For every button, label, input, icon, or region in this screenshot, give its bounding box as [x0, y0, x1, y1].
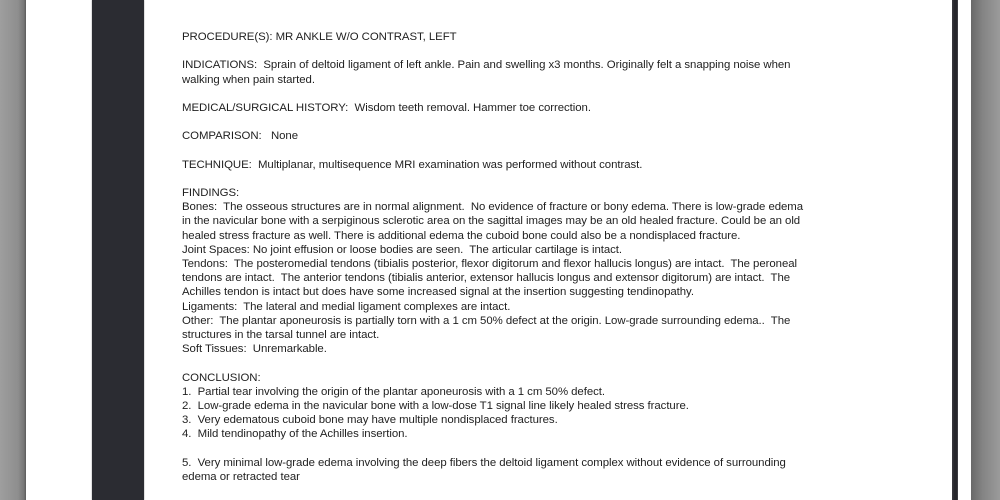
report-paragraph — [182, 158, 952, 172]
report-line: Bones: The osseous structures are in normal alignment. No evidence of fracture or bony edema. There is low-grade edema — [182, 201, 804, 214]
report-paragraph — [182, 30, 952, 44]
report-line: structures in the tarsal tunnel are intact. — [182, 328, 380, 341]
report-line: INDICATIONS: Sprain of deltoid ligament of left ankle. Pain and swelling x3 months. Originally felt a snapping noise when — [182, 59, 791, 72]
report-line: edema or retracted tear — [182, 470, 300, 483]
report-line: TECHNIQUE: Multiplanar, multisequence MRI examination was performed without contrast. — [182, 158, 643, 171]
report-paragraph — [182, 58, 952, 86]
report-paragraph — [182, 186, 952, 356]
report-line: Achilles tendon is intact but does have some increased signal at the insertion suggesting tendinopathy. — [182, 286, 694, 299]
report-paragraph — [182, 456, 952, 484]
report-line: 2. Low-grade edema in the navicular bone with a low-dose T1 signal line likely healed stress fracture. — [182, 399, 689, 412]
report-line: 4. Mild tendinopathy of the Achilles insertion. — [182, 428, 408, 441]
report-line: 3. Very edematous cuboid bone may have multiple nondisplaced fractures. — [182, 414, 558, 427]
viewer-gutter-left — [0, 0, 26, 500]
scan-shadow-strip — [92, 0, 144, 500]
report-line: CONCLUSION: — [182, 371, 261, 384]
report-paragraph — [182, 129, 952, 143]
report-line: FINDINGS: — [182, 187, 240, 200]
scan-edge-line — [952, 0, 958, 500]
report-text — [182, 30, 952, 484]
report-paragraph — [182, 101, 952, 115]
report-line: MEDICAL/SURGICAL HISTORY: Wisdom teeth removal. Hammer toe correction. — [182, 101, 591, 114]
report-paragraph — [182, 371, 952, 442]
report-line: Ligaments: The lateral and medial ligament complexes are intact. — [182, 300, 511, 313]
report-line: Soft Tissues: Unremarkable. — [182, 343, 327, 356]
report-line: walking when pain started. — [182, 73, 315, 86]
report-line: Other: The plantar aponeurosis is partially torn with a 1 cm 50% defect at the origin. Low-grade surrounding edema.. The — [182, 314, 791, 327]
report-line: in the navicular bone with a serpiginous sclerotic area on the sagittal images may be an old healed fracture. Could be an old — [182, 215, 801, 228]
viewer-gutter-right — [971, 0, 1000, 500]
report-line: 5. Very minimal low-grade edema involving the deep fibers the deltoid ligament complex without evidence of surrounding — [182, 456, 786, 469]
report-line: PROCEDURE(S): MR ANKLE W/O CONTRAST, LEFT — [182, 31, 457, 43]
report-line: Joint Spaces: No joint effusion or loose bodies are seen. The articular cartilage is intact. — [182, 243, 623, 256]
report-line: 1. Partial tear involving the origin of the plantar aponeurosis with a 1 cm 50% defect. — [182, 385, 605, 398]
report-line: Tendons: The posteromedial tendons (tibialis posterior, flexor digitorum and flexor hallucis longus) are intact. The peroneal — [182, 258, 797, 270]
report-line: COMPARISON: None — [182, 130, 298, 143]
report-line: tendons are intact. The anterior tendons (tibialis anterior, extensor hallucis longus and extensor digitorum) are intact. The — [182, 272, 791, 285]
report-line: healed stress fracture as well. There is additional edema the cuboid bone could also be a nondisplaced fracture. — [182, 229, 741, 242]
report-page — [26, 0, 971, 500]
